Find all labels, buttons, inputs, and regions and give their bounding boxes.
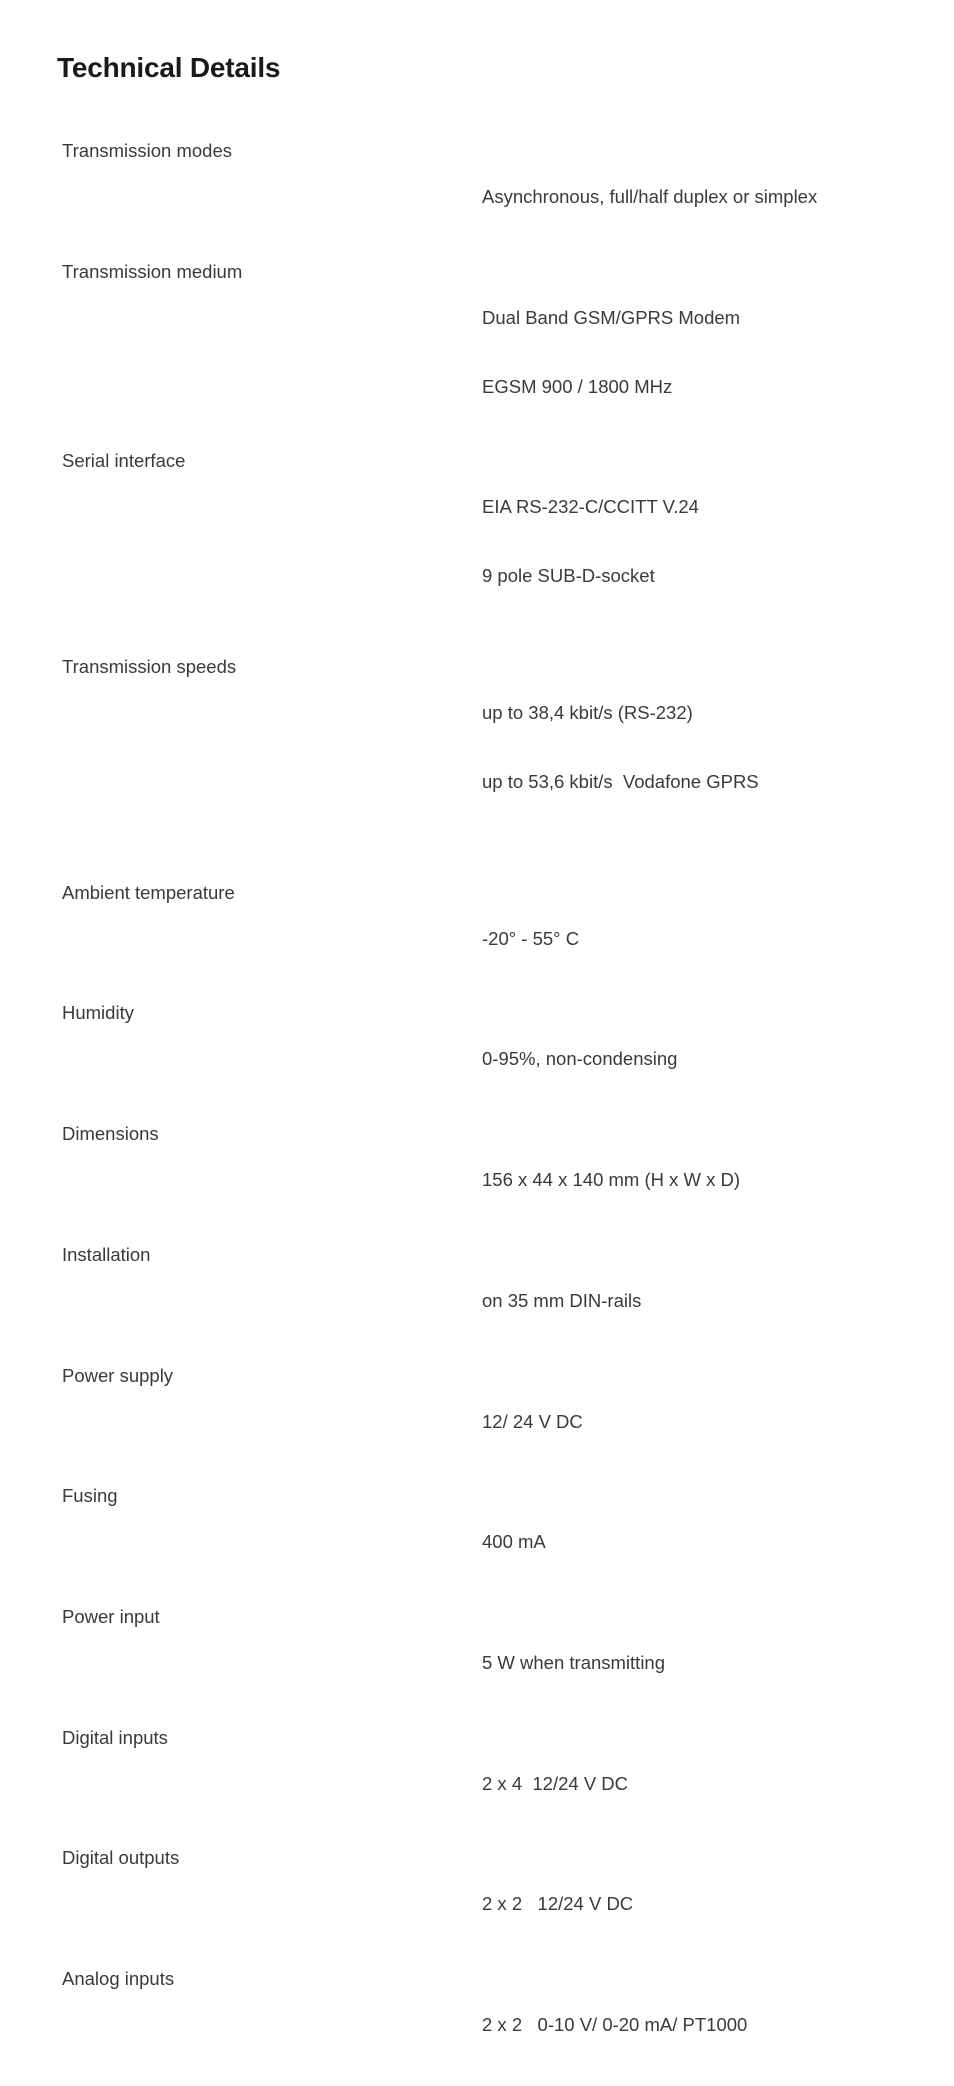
spec-value [482, 137, 922, 258]
spec-label: Power supply [62, 1364, 174, 1386]
spec-value [482, 1724, 922, 1845]
spec-value-line: EIA RS-232-C/CCITT V.24 [482, 496, 699, 518]
spec-value [482, 1362, 922, 1483]
spec-value-line: Dual Band GSM/GPRS Modem [482, 306, 741, 328]
spec-value-line: 2 x 4 12/24 V DC [482, 1772, 629, 1794]
spec-row-transmission-modes [62, 137, 922, 258]
spec-value [482, 1482, 922, 1603]
spec-value-line: -20° - 55° C [482, 927, 580, 949]
spec-value [482, 1603, 922, 1724]
spec-value [482, 1120, 922, 1241]
spec-label: Digital inputs [62, 1726, 168, 1748]
spec-value [482, 1844, 922, 1965]
spec-label: Transmission speeds [62, 656, 237, 678]
spec-value [482, 879, 922, 1000]
spec-row-transmission-speeds [62, 653, 922, 843]
spec-value-line: up to 38,4 kbit/s (RS-232) [482, 702, 693, 724]
spec-value-line: Asynchronous, full/half duplex or simplex [482, 186, 818, 207]
spec-row-analog-inputs [62, 1965, 922, 2086]
spec-row-ambient-temperature [62, 879, 922, 1000]
spec-value-line: 400 mA [482, 1531, 546, 1553]
page-title: Technical Details [57, 52, 281, 83]
spec-row-fusing [62, 1482, 922, 1603]
spec-row-humidity [62, 999, 922, 1120]
spec-value [482, 1965, 922, 2086]
spec-label: Transmission modes [62, 140, 232, 161]
spec-value-line: up to 53,6 kbit/s Vodafone GPRS [482, 771, 759, 793]
spec-value-line: 2 x 2 0-10 V/ 0-20 mA/ PT1000 [482, 2013, 748, 2035]
spec-value-line: 12/ 24 V DC [482, 1410, 583, 1432]
spec-label: Fusing [62, 1485, 118, 1507]
spec-row-serial-interface [62, 447, 922, 637]
spec-table [62, 137, 922, 2086]
spec-value [482, 1241, 922, 1362]
spec-row-power-supply [62, 1362, 922, 1483]
spec-row-digital-outputs [62, 1844, 922, 1965]
spec-row-installation [62, 1241, 922, 1362]
spec-label: Serial interface [62, 450, 186, 472]
spec-value [482, 447, 922, 637]
spec-label: Dimensions [62, 1123, 159, 1145]
spec-value-line: 5 W when transmitting [482, 1651, 666, 1673]
spec-value [482, 999, 922, 1120]
spec-value-line: 2 x 2 12/24 V DC [482, 1893, 634, 1915]
spec-row-power-input [62, 1603, 922, 1724]
spec-value-line: 9 pole SUB-D-socket [482, 565, 655, 587]
spec-label: Transmission medium [62, 260, 243, 282]
spec-label: Analog inputs [62, 1967, 175, 1989]
spec-value-line: EGSM 900 / 1800 MHz [482, 375, 673, 397]
spec-label: Installation [62, 1243, 151, 1265]
spec-row-dimensions [62, 1120, 922, 1241]
spec-label: Digital outputs [62, 1847, 180, 1869]
spec-value [482, 653, 922, 843]
spec-row-transmission-medium [62, 258, 922, 448]
spec-label: Ambient temperature [62, 881, 235, 903]
spec-label: Power input [62, 1605, 160, 1627]
spec-value-line: 156 x 44 x 140 mm (H x W x D) [482, 1169, 741, 1191]
spec-value-line: 0-95%, non-condensing [482, 1048, 678, 1070]
spec-label: Humidity [62, 1002, 134, 1024]
spec-value [482, 258, 922, 448]
spec-value-line: on 35 mm DIN-rails [482, 1289, 642, 1311]
spec-row-digital-inputs [62, 1724, 922, 1845]
